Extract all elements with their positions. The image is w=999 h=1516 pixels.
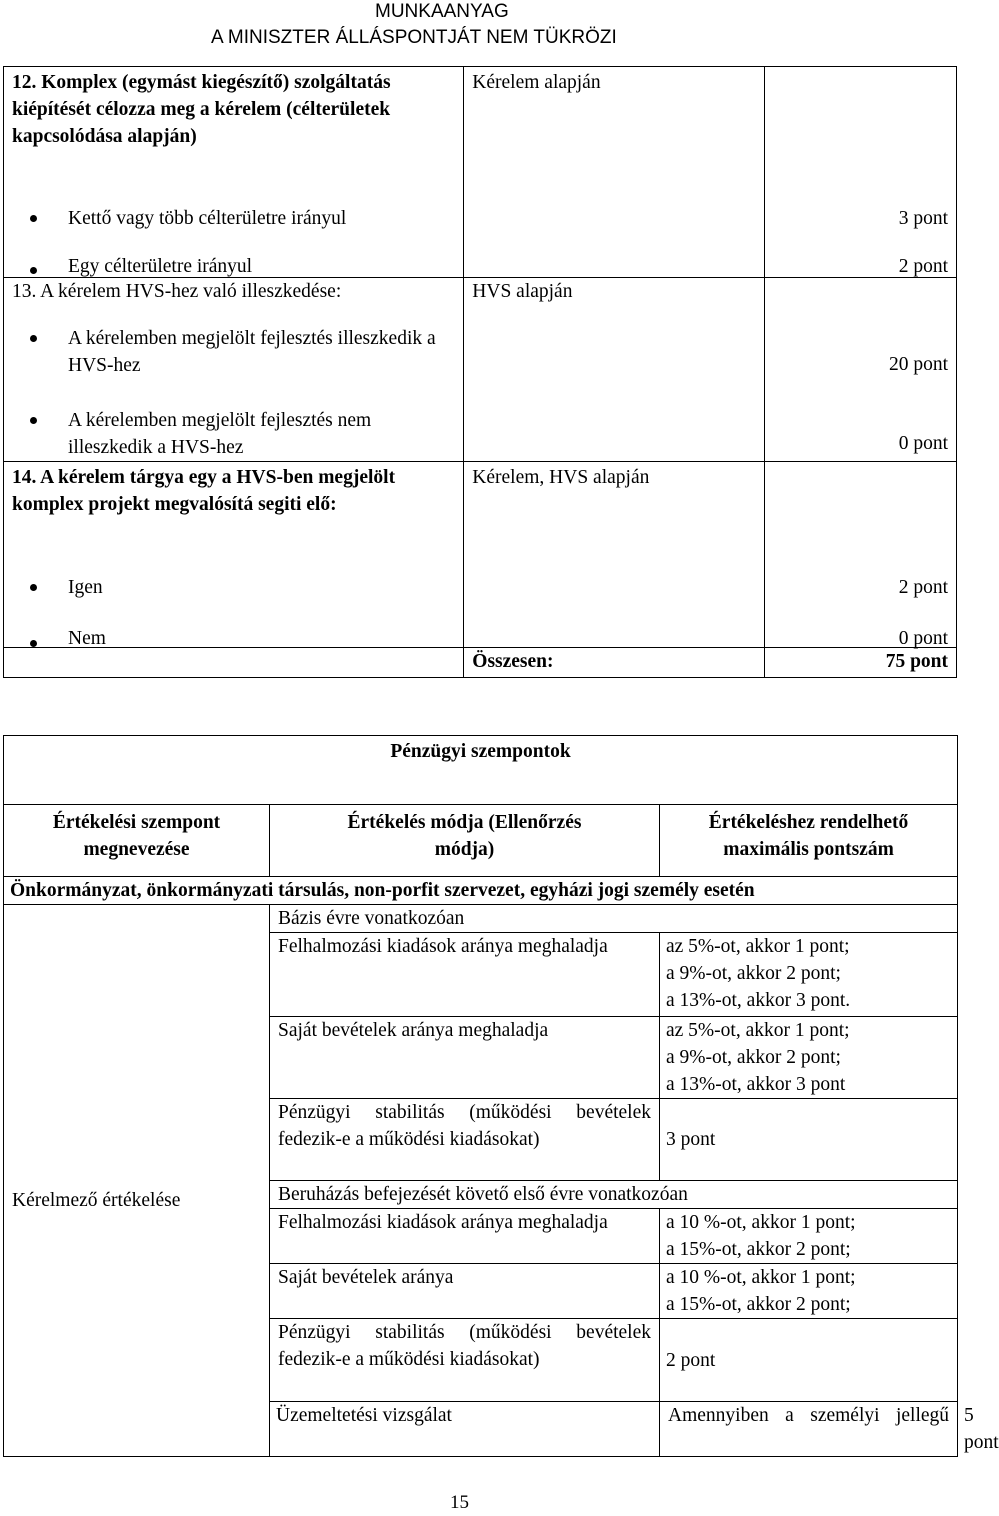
option-label: Egy célterületre irányul: [12, 257, 455, 277]
option-label: Kettő vagy több célterületre irányul: [12, 205, 455, 232]
score-line: a 9%-ot, akkor 2 pont;: [666, 1047, 841, 1068]
option-points: 0 pont: [764, 407, 957, 462]
total-label: Összesen:: [464, 647, 764, 677]
page-number: 15: [450, 1492, 469, 1513]
criteria-table: [3, 66, 957, 678]
criterion-text: Felhalmozási kiadások aránya meghaladja: [278, 936, 608, 957]
option-label: Nem: [12, 630, 455, 647]
subject-row: Önkormányzat, önkormányzati társulás, non-porfit szervezet, egyházi jogi személy esetén: [4, 877, 958, 905]
criterion-method: HVS alapján: [464, 277, 764, 325]
option-points: 20 pont: [764, 325, 957, 407]
criterion-text: Pénzügyi stabilitás (működési bevételek fedezik-e a működési kiadásokat): [278, 1322, 651, 1370]
financial-table: Pénzügyi szempontok Értékelési szempont megnevezése Értékelés módja (Ellenőrzés módja) Értékeléshez rendelhető maximális pontszám Önkormányzat, önkormányzati társulás, non-porfit szervezet, egyházi jogi személy esetén Kérelmező értékelése Bázis évre vonatkozóan Felhalmozási kiadások aránya meghaladja az 5%-ot, akkor 1 pont; a 9%-ot, akkor 2 pont; a 13%-ot, akkor 3 pont. Saját bevételek aránya meghaladja az 5%-ot, akkor 1 pont; a 9%-ot, akkor 2 pont; a 13%-ot, akkor 3 pont Pénzügyi stabilitás (működési bevételek fedezik-e a működési kiadásokat) 3 pont Beruházás befejezését követő első évre vonatkozóan Felhalmozási kiadások aránya meghaladja a 10 %-ot, akkor 1 pont; a 15%-ot, akkor 2 pont; Saját bevételek aránya a 10 %-ot, akkor 1 pont; a 15%-ot, akkor 2 pont; Pénzügyi stabilitás (működési bevételek fedezik-e a működési kiadásokat) 2 pont Üzemeltetési vizsgálat Amennyiben a személyi jellegű 5 pont: [3, 735, 958, 1457]
score-line: a 15%-ot, akkor 2 pont;: [666, 1239, 851, 1260]
criterion-title: 14. A kérelem tárgya egy a HVS-ben megjelölt komplex projekt megvalósítá segiti elő:: [4, 462, 464, 566]
option-points: 2 pont: [764, 566, 957, 622]
header-draft-label: MUNKAANYAG: [375, 1, 509, 22]
score-line: a 10 %-ot, akkor 1 pont;: [666, 1267, 856, 1288]
score-line: 3 pont: [660, 1099, 958, 1181]
criterion-text: Saját bevételek aránya meghaladja: [270, 1017, 660, 1099]
score-line: az 5%-ot, akkor 1 pont;: [666, 936, 850, 957]
score-line: a 9%-ot, akkor 2 pont;: [666, 963, 841, 984]
criterion-title: 12. Komplex (egymást kiegészítő) szolgáltatás kiépítését célozza meg a kérelem (célterületek kapcsolódása alapján): [4, 67, 464, 185]
criterion-text: Felhalmozási kiadások aránya meghaladja: [278, 1212, 608, 1233]
header-disclaimer: A MINISZTER ÁLLÁSPONTJÁT NEM TÜKRÖZI: [211, 27, 617, 48]
total-points: 75 pont: [764, 647, 957, 677]
score-line: az 5%-ot, akkor 1 pont;: [666, 1020, 850, 1041]
score-line: a 13%-ot, akkor 3 pont: [666, 1074, 846, 1095]
criterion-text: Pénzügyi stabilitás (működési bevételek fedezik-e a működési kiadásokat): [278, 1102, 651, 1150]
column-header: Értékelés módja (Ellenőrzés módja): [270, 805, 660, 877]
applicant-label: Kérelmező értékelése: [4, 905, 270, 1457]
option-label: Igen: [12, 574, 455, 601]
score-line: a 15%-ot, akkor 2 pont;: [666, 1294, 851, 1315]
score-line: a 13%-ot, akkor 3 pont.: [666, 990, 851, 1011]
criterion-title: 13. A kérelem HVS-hez való illeszkedése:: [4, 277, 464, 325]
column-header: Értékelési szempont megnevezése: [4, 805, 270, 877]
base-year-label: Bázis évre vonatkozóan: [270, 905, 958, 933]
column-header: Értékeléshez rendelhető maximális pontszám: [660, 805, 958, 877]
score-line: a 10 %-ot, akkor 1 pont;: [666, 1212, 856, 1233]
criterion-text: Saját bevételek aránya: [270, 1264, 660, 1319]
operation-criterion: Amennyiben a személyi jellegű: [660, 1402, 958, 1457]
after-year-label: Beruházás befejezését követő első évre vonatkozóan: [270, 1181, 958, 1209]
score-line: 2 pont: [660, 1319, 958, 1402]
option-label: A kérelemben megjelölt fejlesztés illeszkedik a HVS-hez: [12, 325, 455, 379]
option-points: 0 pont: [764, 622, 957, 648]
criterion-method: Kérelem alapján: [464, 67, 764, 185]
operation-label: Üzemeltetési vizsgálat: [270, 1402, 660, 1457]
option-points: 3 pont: [764, 185, 957, 241]
option-points: 2 pont: [764, 241, 957, 278]
criterion-method: Kérelem, HVS alapján: [464, 462, 764, 566]
option-label: A kérelemben megjelölt fejlesztés nem illeszkedik a HVS-hez: [12, 407, 455, 461]
section-title: Pénzügyi szempontok: [4, 736, 958, 805]
